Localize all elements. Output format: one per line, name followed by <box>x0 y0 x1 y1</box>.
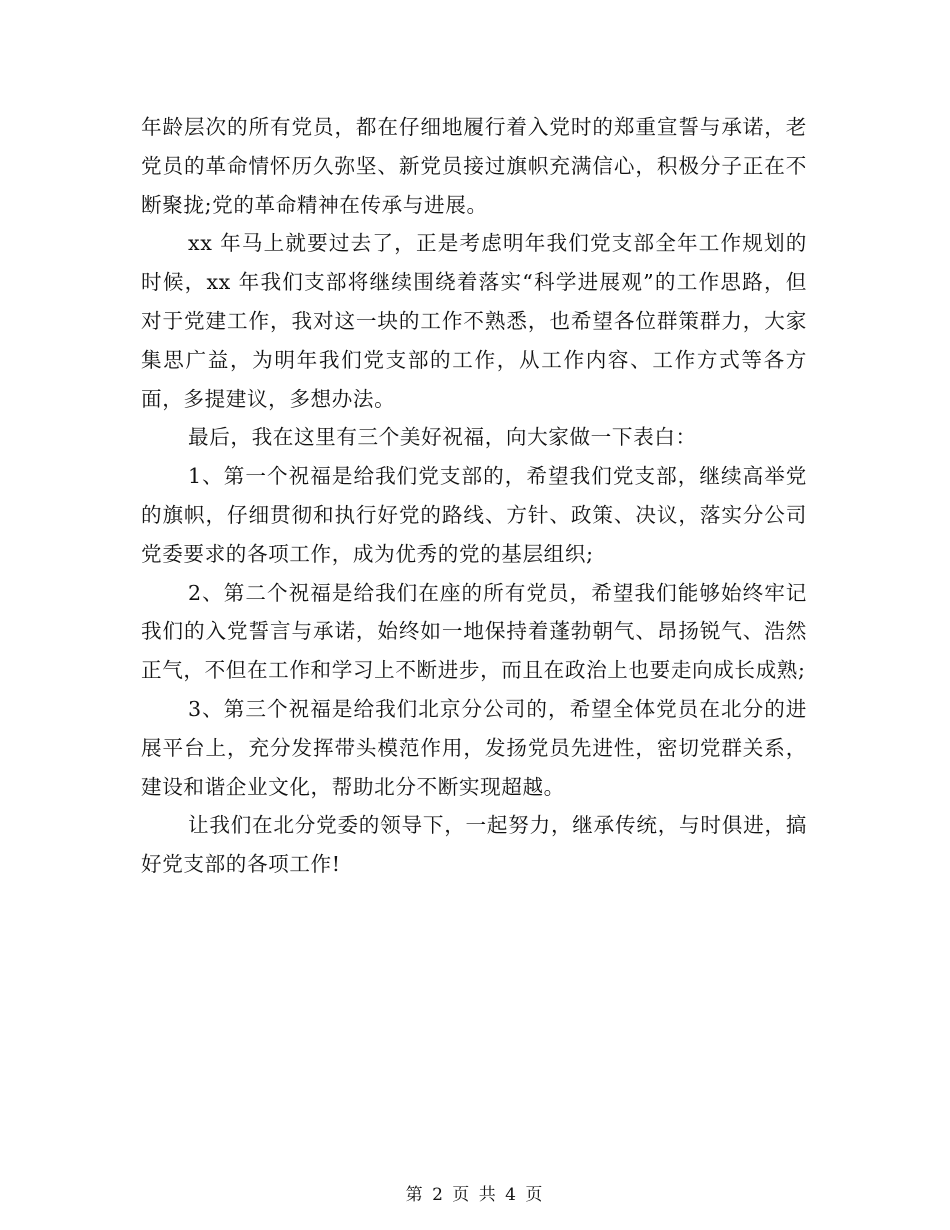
paragraph-blessings-intro: 最后，我在这里有三个美好祝福，向大家做一下表白： <box>188 425 697 450</box>
paragraph-blessing-1: 1、第一个祝福是给我们党支部的，希望我们党支部，继续高举党的旗帜，仔细贯彻和执行好党的路线、方针、政策、决议，落实分公司党委要求的各项工作，成为优秀的党的基层组织; <box>141 464 807 566</box>
page-number-footer: 第 2 页 共 4 页 <box>405 1185 545 1205</box>
paragraph-closing: 让我们在北分党委的领导下，一起努力，继承传统，与时俱进，搞好党支部的各项工作! <box>141 813 807 877</box>
paragraph-continuation: 年龄层次的所有党员，都在仔细地履行着入党时的郑重宣誓与承诺，老党员的革命情怀历久弥坚、新党员接过旗帜充满信心，积极分子正在不断聚拢;党的革命精神在传承与进展。 <box>141 115 807 217</box>
paragraph-blessing-2: 2、第二个祝福是给我们在座的所有党员，希望我们能够始终牢记我们的入党誓言与承诺，始终如一地保持着蓬勃朝气、昂扬锐气、浩然正气，不但在工作和学习上不断进步，而且在政治上也要走向成长成熟; <box>141 580 807 683</box>
document-body <box>141 108 807 884</box>
paragraph-blessing-3: 3、第三个祝福是给我们北京分公司的，希望全体党员在北分的进展平台上，充分发挥带头模范作用，发扬党员先进性，密切党群关系，建设和谐企业文化，帮助北分不断实现超越。 <box>141 696 807 799</box>
paragraph-year-plan: xx 年马上就要过去了，正是考虑明年我们党支部全年工作规划的时候，xx 年我们支部将继续围绕着落实“科学进展观”的工作思路，但对于党建工作，我对这一块的工作不熟悉，也希望各位群策群力，大家集思广益，为明年我们党支部的工作，从工作内容、工作方式等各方面，多提建议，多想办法。 <box>141 231 807 411</box>
